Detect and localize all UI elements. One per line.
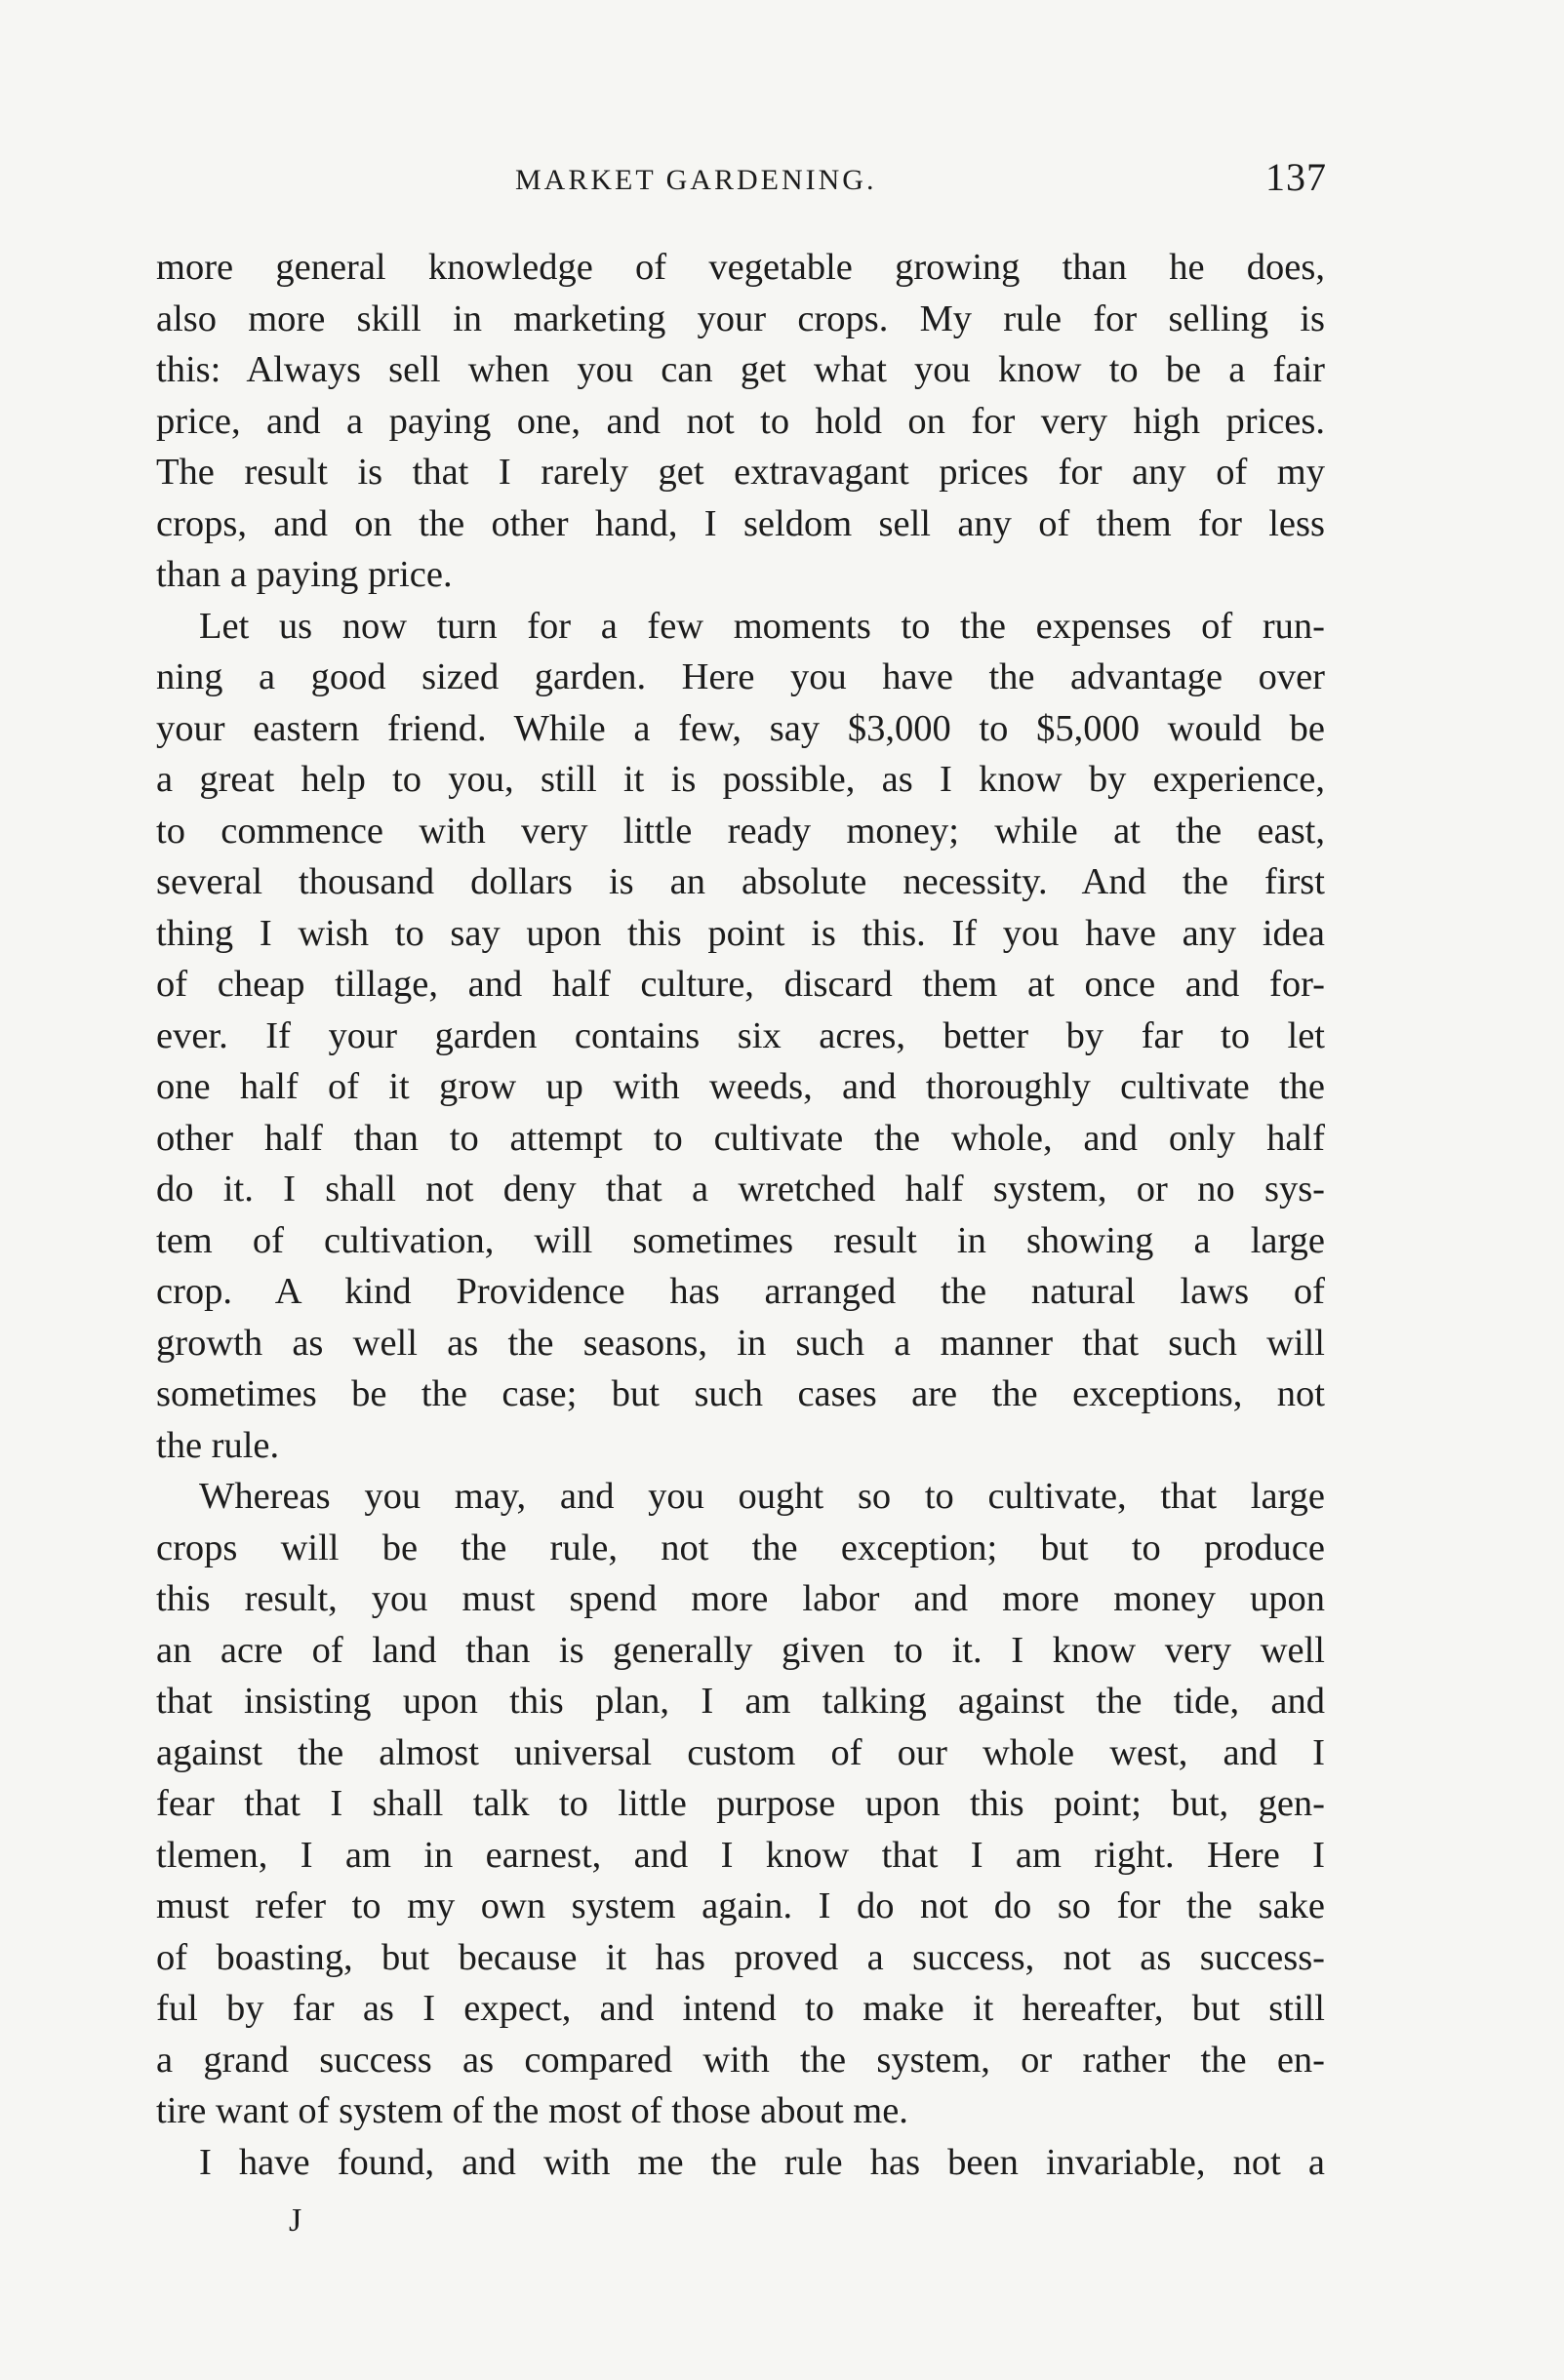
text-line: that insisting upon this plan, I am talking against the tide, and: [156, 1681, 1325, 1722]
text-line: ful by far as I expect, and intend to make it hereafter, but still: [156, 1988, 1325, 2029]
text-line: the rule.: [156, 1424, 280, 1466]
text-line: tlemen, I am in earnest, and I know that I am right. Here I: [156, 1834, 1325, 1876]
text-line: a great help to you, still it is possible, as I know by experience,: [156, 759, 1325, 800]
page-number: 137: [1265, 155, 1327, 199]
text-line: several thousand dollars is an absolute necessity. And the first: [156, 861, 1325, 902]
text-line: sometimes be the case; but such cases are the exceptions, not: [156, 1373, 1325, 1414]
text-line: price, and a paying one, and not to hold on for very high prices.: [156, 400, 1325, 442]
text-line: crops, and on the other hand, I seldom sell any of them for less: [156, 502, 1325, 544]
text-line: more general knowledge of vegetable growing than he does,: [156, 247, 1325, 288]
text-line: one half of it grow up with weeds, and thoroughly cultivate the: [156, 1066, 1325, 1107]
text-line: this result, you must spend more labor and more money upon: [156, 1578, 1325, 1619]
text-line: of boasting, but because it has proved a success, not as success-: [156, 1936, 1325, 1978]
text-line: a grand success as compared with the system, or rather the en-: [156, 2039, 1325, 2081]
text-line: of cheap tillage, and half culture, discard them at once and for-: [156, 964, 1325, 1005]
running-header: [156, 154, 1327, 213]
text-line: thing I wish to say upon this point is this. If you have any idea: [156, 912, 1325, 954]
text-line: than a paying price.: [156, 554, 453, 595]
text-line: The result is that I rarely get extravagant prices for any of my: [156, 452, 1325, 493]
text-line: crop. A kind Providence has arranged the natural laws of: [156, 1271, 1325, 1312]
text-line: tem of cultivation, will sometimes result in showing a large: [156, 1219, 1325, 1261]
text-line: Whereas you may, and you ought so to cultivate, that large: [199, 1476, 1325, 1517]
text-line: this: Always sell when you can get what you know to be a fair: [156, 349, 1325, 390]
text-line: do it. I shall not deny that a wretched half system, or no sys-: [156, 1169, 1325, 1210]
text-line: fear that I shall talk to little purpose upon this point; but, gen-: [156, 1783, 1325, 1824]
text-line: against the almost universal custom of our whole west, and I: [156, 1731, 1325, 1773]
text-line: I have found, and with me the rule has been invariable, not a: [199, 2141, 1325, 2183]
text-line: an acre of land than is generally given to it. I know very well: [156, 1629, 1325, 1671]
text-line: growth as well as the seasons, in such a manner that such will: [156, 1322, 1325, 1364]
text-line: must refer to my own system again. I do not do so for the sake: [156, 1885, 1325, 1926]
text-line: crops will be the rule, not the exception; but to produce: [156, 1527, 1325, 1568]
text-line: to commence with very little ready money; while at the east,: [156, 810, 1325, 852]
text-line: Let us now turn for a few moments to the expenses of run-: [199, 605, 1325, 647]
body-text: [156, 242, 1325, 2188]
signature-mark: J: [289, 2202, 302, 2239]
text-line: ning a good sized garden. Here you have the advantage over: [156, 656, 1325, 697]
text-line: also more skill in marketing your crops. My rule for selling is: [156, 298, 1325, 339]
text-line: tire want of system of the most of those about me.: [156, 2090, 908, 2131]
running-header-title: MARKET GARDENING.: [515, 164, 877, 196]
text-line: ever. If your garden contains six acres, better by far to let: [156, 1014, 1325, 1056]
text-line: other half than to attempt to cultivate the whole, and only half: [156, 1117, 1325, 1159]
text-line: your eastern friend. While a few, say $3,000 to $5,000 would be: [156, 707, 1325, 749]
